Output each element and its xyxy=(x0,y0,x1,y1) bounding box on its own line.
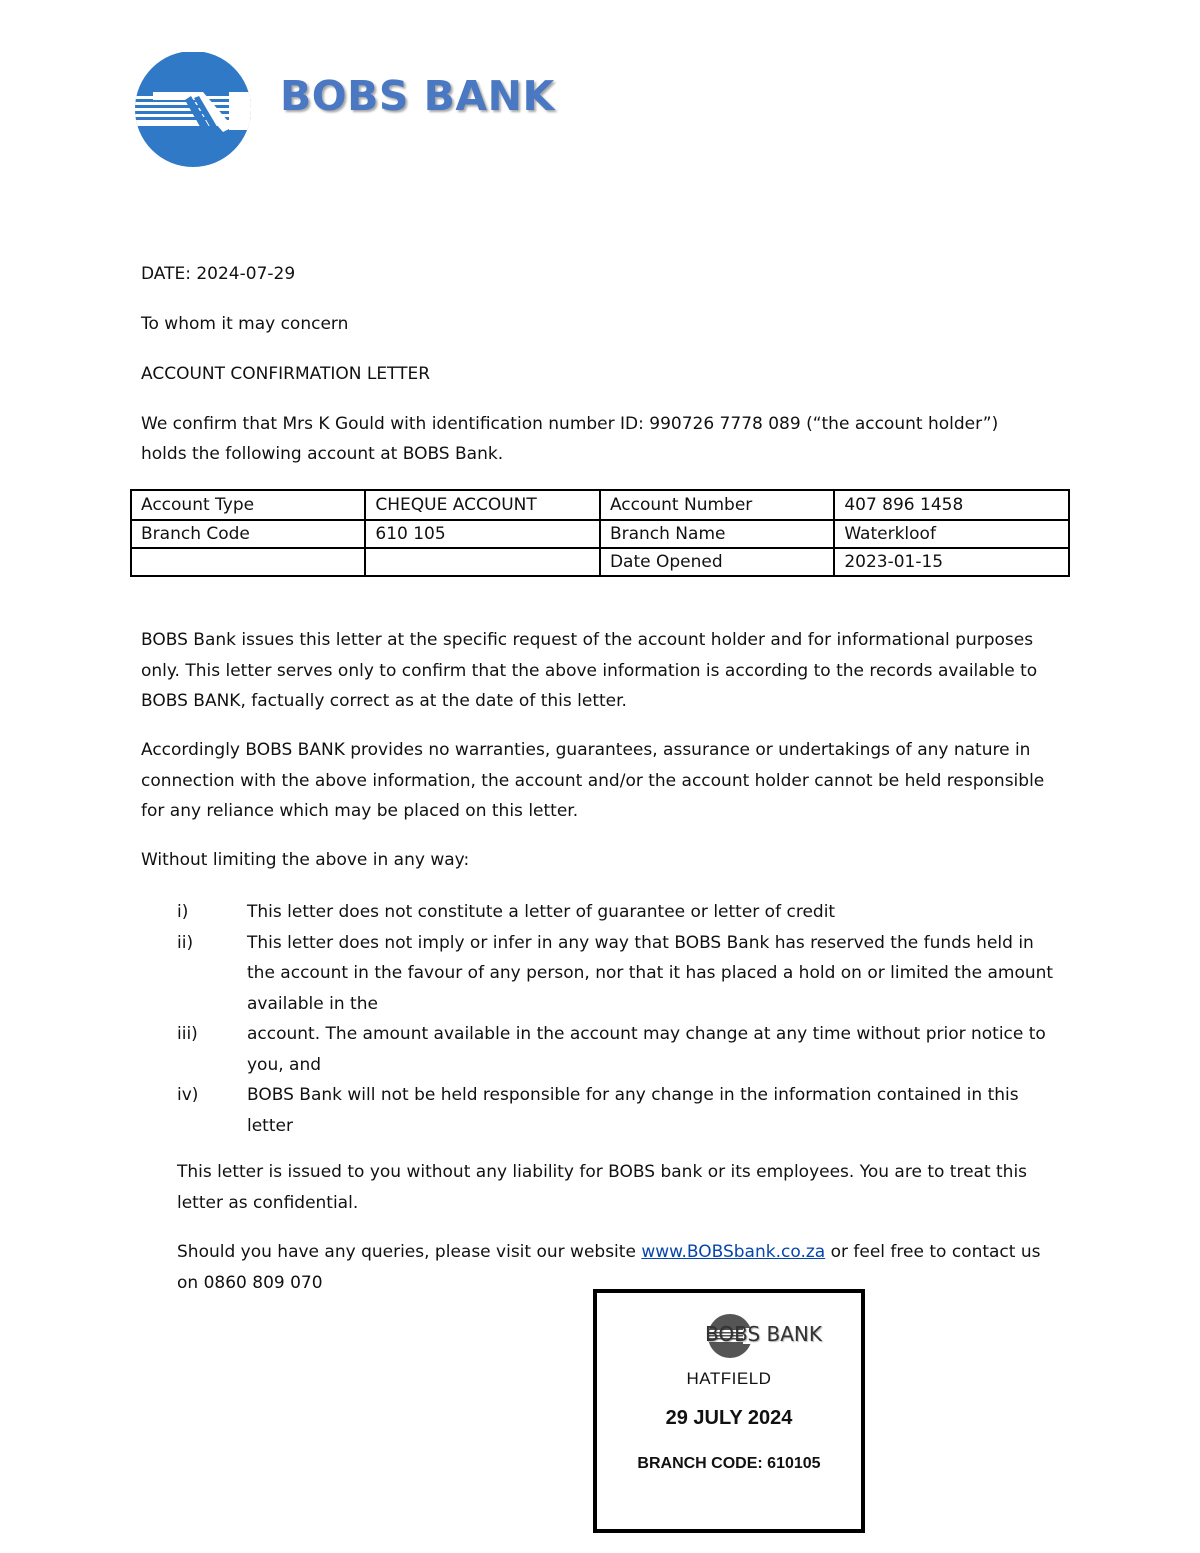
list-item-number: ii) xyxy=(177,932,194,953)
limitations-list xyxy=(177,897,1057,1141)
website-link[interactable]: www.BOBSbank.co.za xyxy=(641,1242,826,1262)
table-cell: 2023-01-15 xyxy=(834,548,1069,576)
stamp-branch: HATFIELD xyxy=(686,1369,772,1388)
branch-stamp xyxy=(593,1289,865,1533)
list-item xyxy=(177,897,1057,928)
table-cell: 407 896 1458 xyxy=(834,490,1069,520)
table-cell: Account Number xyxy=(600,490,834,520)
list-item-text: BOBS Bank will not be held responsible for any change in the information contained in this letter xyxy=(247,1085,1019,1136)
contact-text-after: or feel free to contact us on 0860 809 070 xyxy=(177,1242,1041,1293)
letter-date: DATE: 2024-07-29 xyxy=(141,264,296,284)
table-cell: 610 105 xyxy=(365,520,600,548)
table-cell: Branch Name xyxy=(600,520,834,548)
bank-logo xyxy=(133,52,573,172)
contact-text-before: Should you have any queries, please visit our website xyxy=(177,1242,642,1262)
account-details-table xyxy=(130,489,1070,577)
bobs-bank-logo-icon xyxy=(133,52,258,170)
table-cell: CHEQUE ACCOUNT xyxy=(365,490,600,520)
list-item xyxy=(177,1019,1057,1080)
stamp-date: 29 JULY 2024 xyxy=(665,1407,793,1429)
limitations-intro: Without limiting the above in any way: xyxy=(141,850,470,870)
table-row xyxy=(131,548,1069,576)
list-item-text: This letter does not imply or infer in any way that BOBS Bank has reserved the funds held in the account in the favour of any person, nor that it has placed a hold on or limited the amount available in the xyxy=(247,932,1054,1014)
list-item-text: account. The amount available in the account may change at any time without prior notice to you, and xyxy=(247,1024,1046,1075)
list-item-number: iv) xyxy=(177,1085,199,1105)
list-item xyxy=(177,928,1057,1020)
table-cell xyxy=(365,548,600,576)
disclaimer-paragraph-1: BOBS Bank issues this letter at the specific request of the account holder and for informational purposes only. This letter serves only to confirm that the above information is according to the records available to BOBS BANK, factually correct as at the date of this letter. xyxy=(141,630,1038,711)
letter-subject: ACCOUNT CONFIRMATION LETTER xyxy=(141,364,431,384)
list-item xyxy=(177,1080,1057,1141)
list-item-number: iii) xyxy=(177,1024,198,1044)
table-row xyxy=(131,520,1069,548)
intro-line-2: holds the following account at BOBS Bank. xyxy=(141,444,504,464)
table-cell: Waterkloof xyxy=(834,520,1069,548)
intro-line-1: We confirm that Mrs K Gould with identification number ID: 990726 7778 089 (“the account holder”) xyxy=(141,414,999,434)
disclaimer-paragraph-2: Accordingly BOBS BANK provides no warranties, guarantees, assurance or undertakings of any nature in connection with the above information, the account and/or the account holder cannot be held responsible for any reliance which may be placed on this letter. xyxy=(141,740,1045,821)
table-row xyxy=(131,490,1069,520)
list-item-number: i) xyxy=(177,902,189,922)
bank-name-wordmark: BOBS BANK xyxy=(280,72,555,120)
stamp-logo xyxy=(630,1313,830,1363)
table-cell: Branch Code xyxy=(131,520,365,548)
table-cell: Date Opened xyxy=(600,548,834,576)
list-item-text: This letter does not constitute a letter of guarantee or letter of credit xyxy=(247,902,836,922)
table-cell xyxy=(131,548,365,576)
stamp-bank-name: BOBS BANK xyxy=(705,1322,823,1346)
stamp-branch-code: BRANCH CODE: 610105 xyxy=(637,1455,821,1472)
table-cell: Account Type xyxy=(131,490,365,520)
confidentiality-paragraph: This letter is issued to you without any liability for BOBS bank or its employees. You are to treat this letter as confidential. xyxy=(177,1162,1028,1213)
salutation: To whom it may concern xyxy=(141,314,349,334)
